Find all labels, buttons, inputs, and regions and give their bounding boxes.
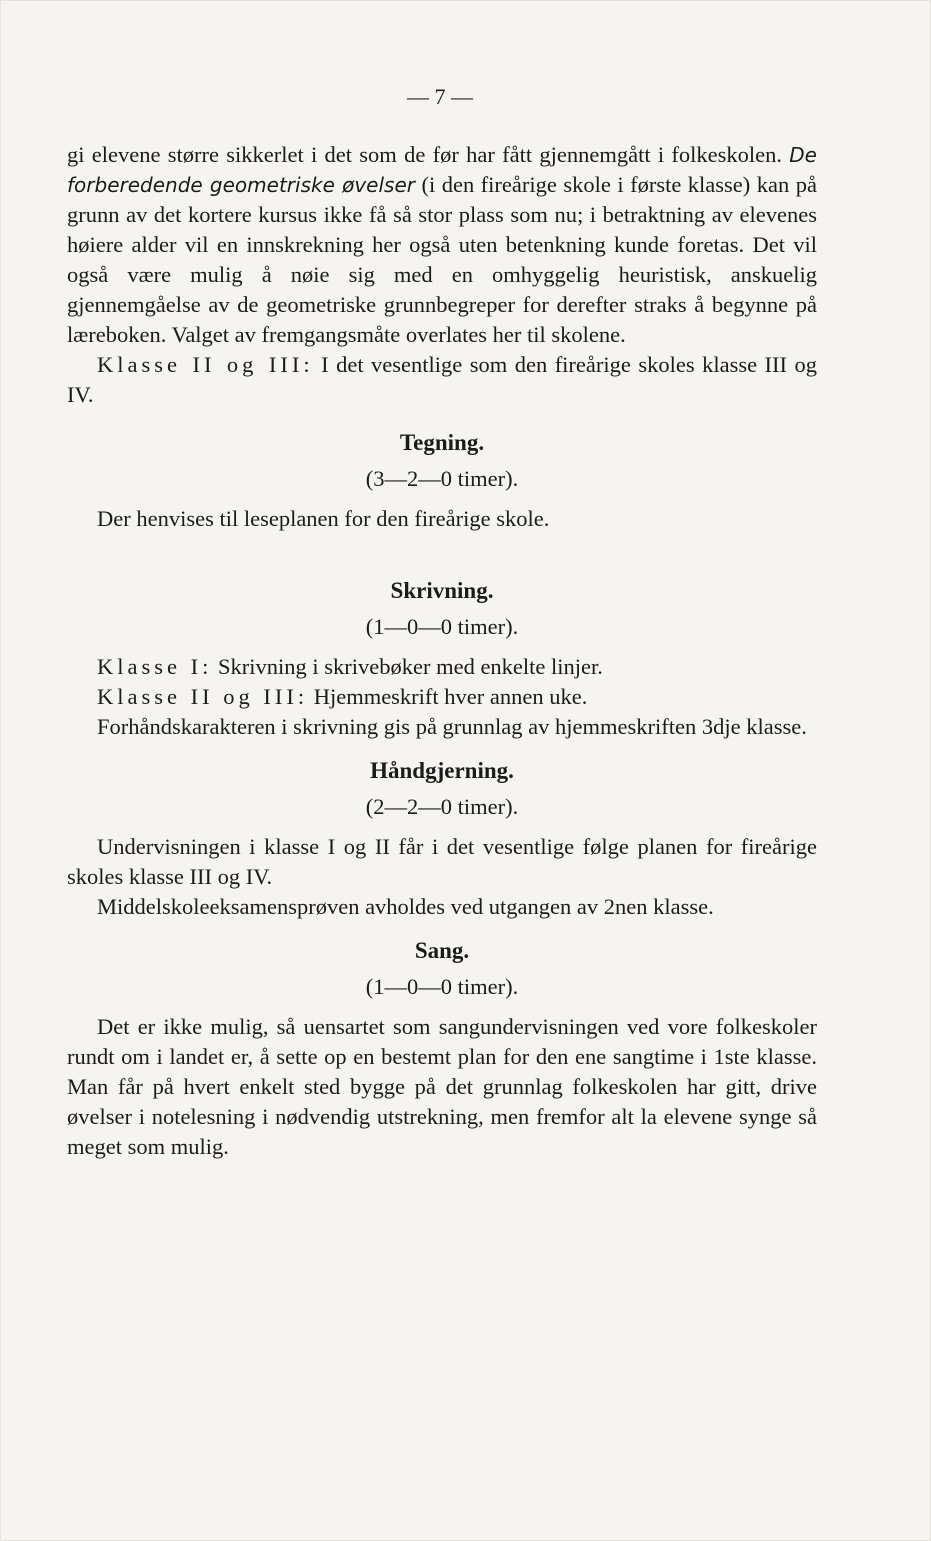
- skrivning-paragraph: Forhåndskarakteren i skrivning gis på grunnlag av hjemmeskriften 3dje klasse.: [97, 714, 807, 739]
- handgjerning-hours: (2—2—0 timer).: [365, 794, 519, 819]
- sang-paragraph: Det er ikke mulig, så uensartet som sangundervisningen ved vore folkeskoler rundt om i landet er, å sette op en bestemt plan for den ene sangtime i 1ste klasse. Man får på hvert enkelt sted bygge på det grunnlag folkeskolen har gitt, drive øvelser i notelesning i nødvendig utstrekning, men fremfor alt la elevene synge så meget som mulig.: [67, 1014, 817, 1159]
- klasse-label: Klasse II og III:: [97, 352, 314, 377]
- sang-hours: (1—0—0 timer).: [365, 974, 519, 999]
- section-gap: [67, 534, 817, 562]
- page-number: — 7 —: [407, 84, 473, 109]
- intro-italic-phrase: De forberedende geometriske øvelser: [67, 143, 817, 197]
- skrivning-k2-text: Hjemmeskrift hver annen uke.: [308, 684, 588, 709]
- klasse-text: I det vesentlige som den fireårige skoles klasse III og IV.: [67, 352, 817, 407]
- skrivning-k2-label: Klasse II og III:: [97, 684, 309, 709]
- handgjerning-paragraph-2: Middelskoleeksamensprøven avholdes ved utgangen av 2nen klasse.: [97, 894, 714, 919]
- intro-text-a: gi elevene større sikkerlet i det som de før har fått gjennemgått i folkeskolen.: [67, 142, 790, 167]
- skrivning-heading: Skrivning.: [390, 578, 494, 603]
- intro-paragraph: [67, 140, 817, 350]
- handgjerning-heading: Håndgjerning.: [370, 758, 514, 783]
- skrivning-k1-text: Skrivning i skrivebøker med enkelte linjer.: [212, 654, 603, 679]
- tegning-heading: Tegning.: [399, 430, 485, 455]
- intro-text-b: (i den fireårige skole i første klasse) kan på grunn av det kortere kursus ikke få så stor plass som nu; i betraktning av elevenes høiere alder vil en innskrekning her også uten betenkning kunde foretas. Det vil også være mulig å nøie sig med en omhyggelig heuristisk, anskuelig gjennemgåelse av de geometriske grunnbegreper for derefter straks å begynne på læreboken. Valget av fremgangsmåte overlates her til skolene.: [67, 172, 817, 347]
- handgjerning-paragraph-1: Undervisningen i klasse I og II får i det vesentlige følge planen for fireårige skoles klasse III og IV.: [67, 834, 817, 889]
- sang-heading: Sang.: [414, 938, 470, 963]
- skrivning-hours: (1—0—0 timer).: [365, 614, 519, 639]
- skrivning-k1-label: Klasse I:: [97, 654, 213, 679]
- klasse-2-3-paragraph: [67, 350, 817, 410]
- skrivning-klasse-2-3: [67, 682, 817, 712]
- page-content: [67, 140, 817, 1162]
- tegning-hours: (3—2—0 timer).: [365, 466, 519, 491]
- tegning-paragraph: Der henvises til leseplanen for den fireårige skole.: [97, 506, 550, 531]
- skrivning-klasse-1: [67, 652, 817, 682]
